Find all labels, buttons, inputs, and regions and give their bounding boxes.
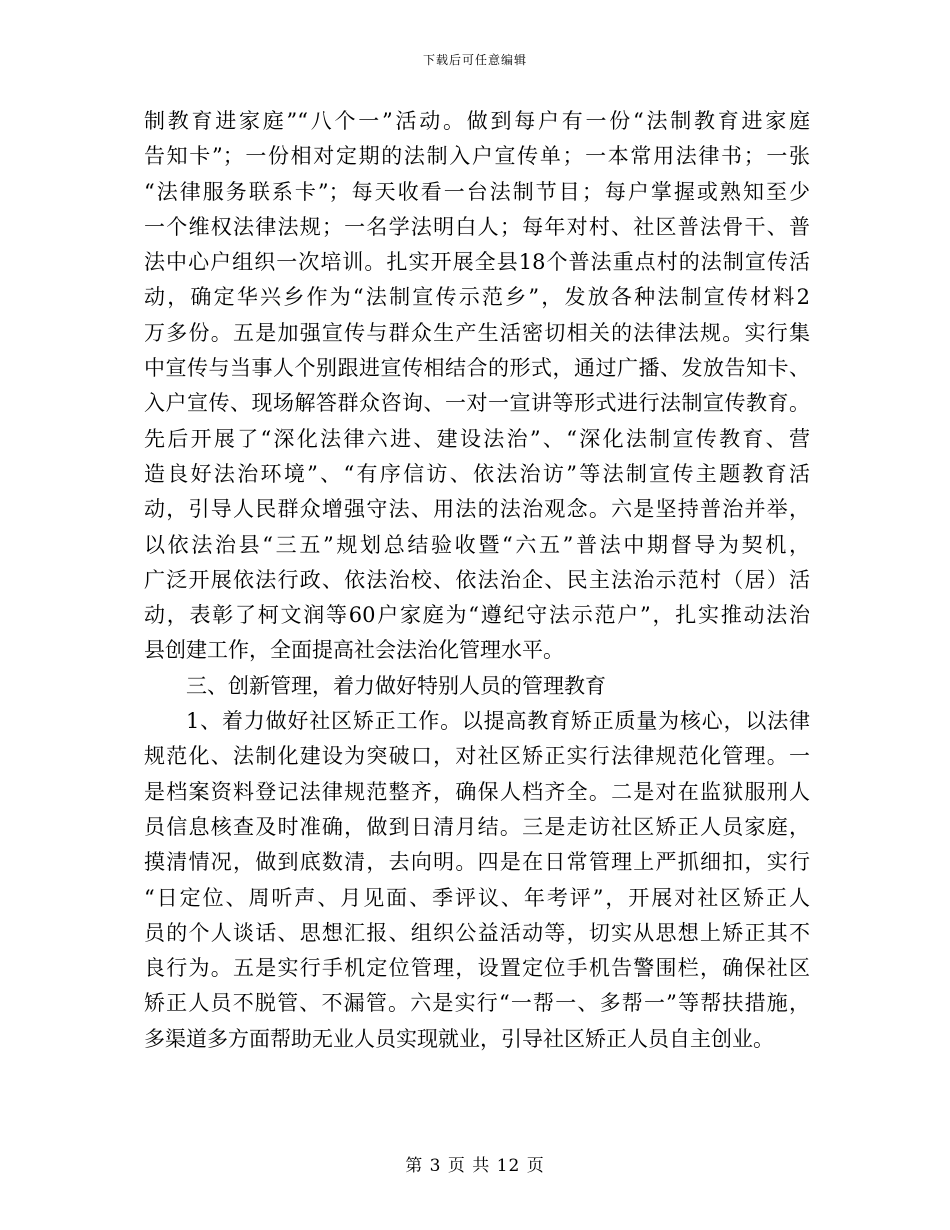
paragraph-line: “法律服务联系卡”；每天收看一台法制节目；每户掌握或熟知至少 <box>144 179 810 204</box>
paragraph-line: 告知卡”；一份相对定期的法制入户宣传单；一本常用法律书；一张 <box>144 144 810 169</box>
paragraph-line: 广泛开展依法行政、依法治校、依法治企、民主法治示范村（居）活 <box>144 567 810 592</box>
paragraph-line: 以依法治县“三五”规划总结验收暨“六五”普法中期督导为契机， <box>144 532 810 557</box>
paragraph-line: 中宣传与当事人个别跟进宣传相结合的形式，通过广播、发放告知卡、 <box>144 356 810 381</box>
paragraph-line: 万多份。五是加强宣传与群众生产生活密切相关的法律法规。实行集 <box>144 320 810 345</box>
paragraph-line: 是档案资料登记法律规范整齐，确保人档齐全。二是对在监狱服刑人 <box>144 779 810 804</box>
page-header: 下载后可任意编辑 <box>422 53 527 67</box>
paragraph-line: “日定位、周听声、月见面、季评议、年考评”，开展对社区矫正人 <box>144 885 810 910</box>
document-body <box>144 104 810 1057</box>
paragraph-line: 摸清情况，做到底数清，去向明。四是在日常管理上严抓细扣，实行 <box>144 850 810 875</box>
paragraph-line: 动，引导人民群众增强守法、用法的法治观念。六是坚持普治并举， <box>144 497 810 522</box>
page-number-footer: 第 3 页 共 12 页 <box>405 1156 545 1176</box>
paragraph-line: 先后开展了“深化法律六进、建设法治”、“深化法制宣传教育、营 <box>144 426 810 451</box>
paragraph-line: 入户宣传、现场解答群众咨询、一对一宣讲等形式进行法制宣传教育。 <box>144 391 810 416</box>
paragraph-line: 一个维权法律法规；一名学法明白人；每年对村、社区普法骨干、普 <box>144 214 810 239</box>
paragraph-line: 县创建工作，全面提高社会法治化管理水平。 <box>144 638 564 663</box>
paragraph-line: 动，确定华兴乡作为“法制宣传示范乡”，发放各种法制宣传材料2 <box>144 285 810 310</box>
paragraph-line: 制教育进家庭”“八个一”活动。做到每户有一份“法制教育进家庭 <box>144 109 810 133</box>
paragraph-line: 矫正人员不脱管、不漏管。六是实行“一帮一、多帮一”等帮扶措施， <box>144 991 810 1016</box>
section-heading: 三、创新管理，着力做好特别人员的管理教育 <box>186 673 606 698</box>
paragraph-line: 规范化、法制化建设为突破口，对社区矫正实行法律规范化管理。一 <box>144 744 810 769</box>
paragraph-line: 多渠道多方面帮助无业人员实现就业，引导社区矫正人员自主创业。 <box>144 1026 774 1051</box>
paragraph-line: 良行为。五是实行手机定位管理，设置定位手机告警围栏，确保社区 <box>144 956 810 981</box>
paragraph-line: 造良好法治环境”、“有序信访、依法治访”等法制宣传主题教育活 <box>144 461 810 486</box>
paragraph-line: 1、着力做好社区矫正工作。以提高教育矫正质量为核心，以法律 <box>186 709 810 734</box>
paragraph-line: 动，表彰了柯文润等60户家庭为“遵纪守法示范户”，扎实推动法治 <box>144 603 810 628</box>
paragraph-line: 员信息核查及时准确，做到日清月结。三是走访社区矫正人员家庭， <box>144 814 810 839</box>
paragraph-line: 员的个人谈话、思想汇报、组织公益活动等，切实从思想上矫正其不 <box>144 920 810 945</box>
paragraph-line: 法中心户组织一次培训。扎实开展全县18个普法重点村的法制宣传活 <box>144 250 810 275</box>
